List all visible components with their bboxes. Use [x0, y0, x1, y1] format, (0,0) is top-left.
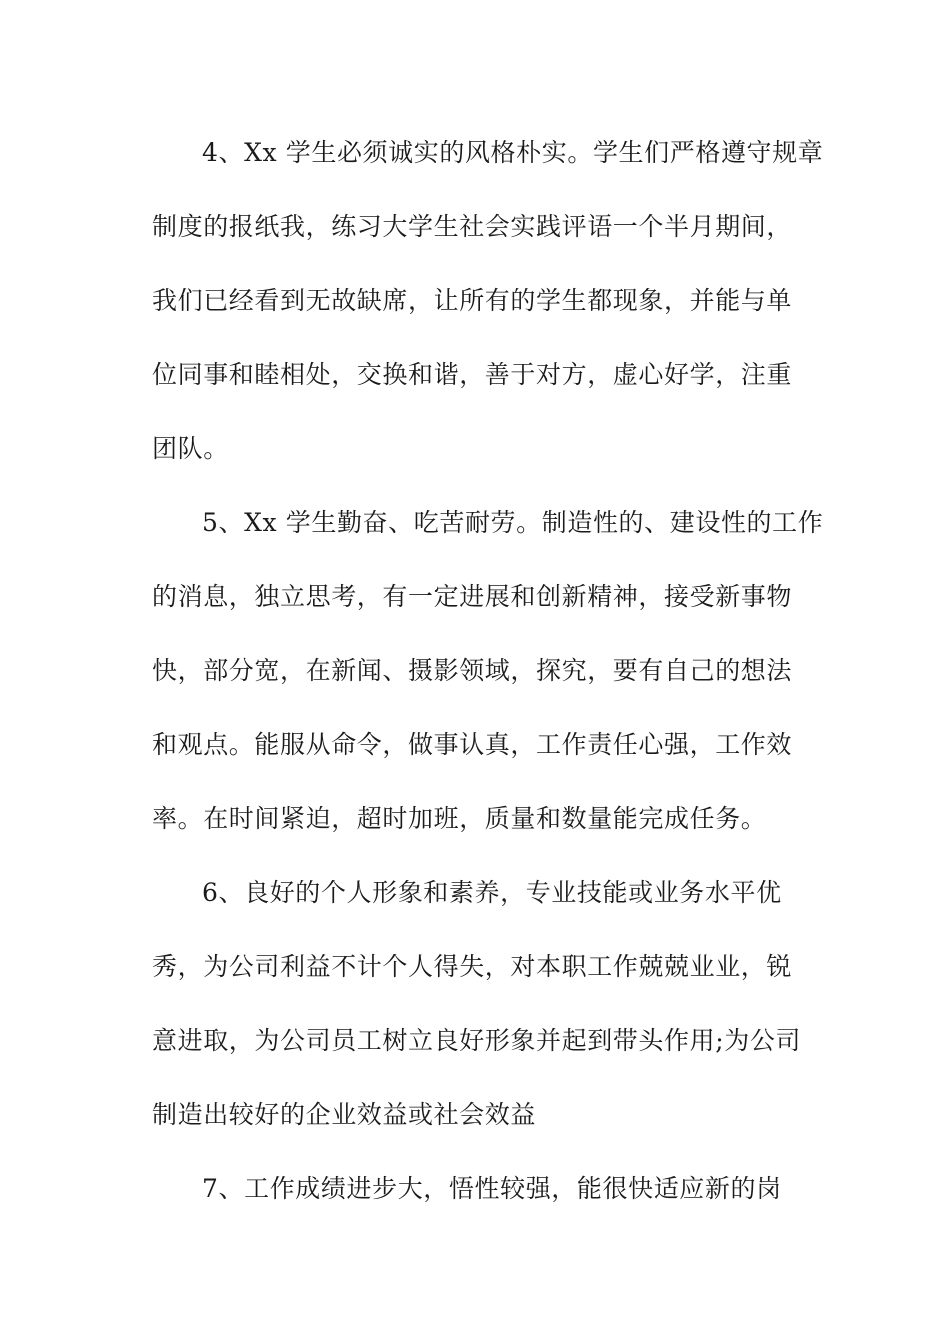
paragraph-4-line-3: 我们已经看到无故缺席，让所有的学生都现象，并能与单 [152, 286, 793, 315]
paragraph-6-line-1: 6、良好的个人形象和素养，专业技能或业务水平优 [202, 878, 782, 907]
paragraph-5-line-1: 5、Xx 学生勤奋、吃苦耐劳。制造性的、建设性的工作 [202, 508, 824, 537]
paragraph-5-line-2: 的消息，独立思考，有一定进展和创新精神，接受新事物 [152, 582, 793, 611]
paragraph-5-line-4: 和观点。能服从命令，做事认真，工作责任心强，工作效 [152, 730, 793, 759]
paragraph-4-line-4: 位同事和睦相处，交换和谐，善于对方，虚心好学，注重 [152, 360, 793, 389]
paragraph-4-line-5: 团队。 [152, 434, 229, 463]
paragraph-5-line-3: 快，部分宽，在新闻、摄影领域，探究，要有自己的想法 [152, 656, 793, 685]
paragraph-6-line-4: 制造出较好的企业效益或社会效益 [152, 1100, 537, 1129]
paragraph-4-line-2: 制度的报纸我，练习大学生社会实践评语一个半月期间， [152, 212, 793, 241]
paragraph-7-line-1: 7、工作成绩进步大，悟性较强，能很快适应新的岗 [202, 1174, 782, 1203]
paragraph-5-line-5: 率。在时间紧迫，超时加班，质量和数量能完成任务。 [152, 804, 767, 833]
paragraph-6-line-2: 秀，为公司利益不计个人得失，对本职工作兢兢业业，锐 [152, 952, 793, 981]
paragraph-4-line-1: 4、Xx 学生必须诚实的风格朴实。学生们严格遵守规章 [202, 138, 824, 167]
paragraph-6-line-3: 意进取，为公司员工树立良好形象并起到带头作用;为公司 [152, 1026, 802, 1055]
